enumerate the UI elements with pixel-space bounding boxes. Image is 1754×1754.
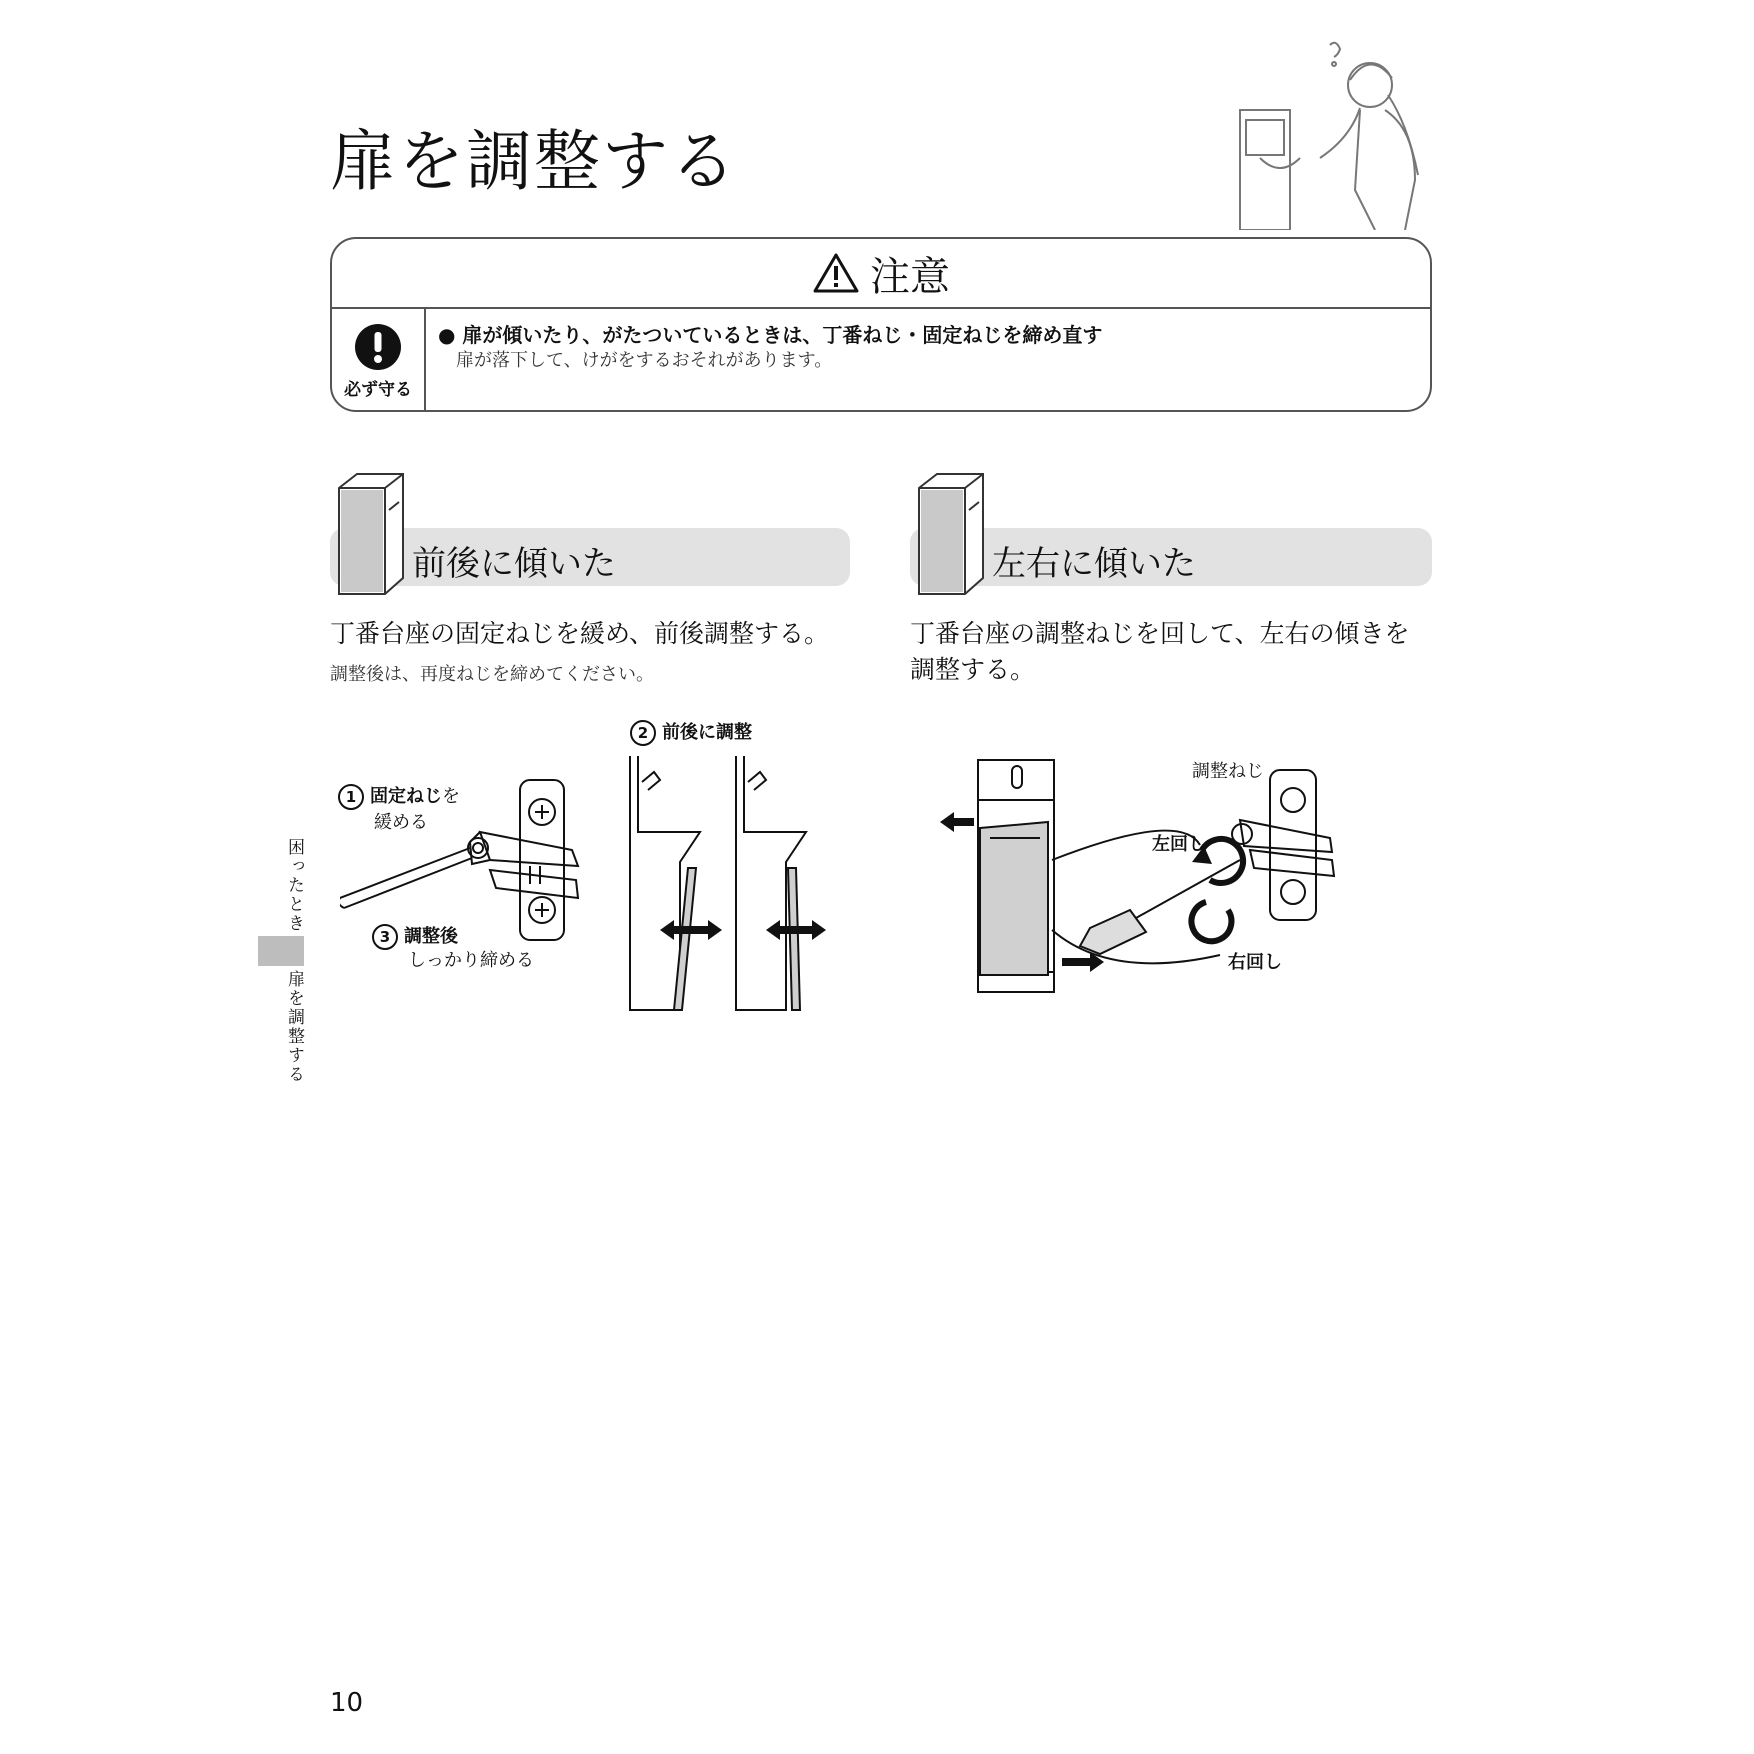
- adjust-screw-label: 調整ねじ: [1192, 761, 1264, 782]
- caution-bullet: ● 扉が傾いたり、がたついているときは、丁番ねじ・固定ねじを締め直す: [438, 323, 1103, 347]
- instruction-front-back: 丁番台座の固定ねじを緩め、前後調整する。: [330, 619, 830, 648]
- page-title: 扉を調整する: [330, 123, 738, 200]
- caution-box: [330, 237, 1432, 412]
- caution-heading: 注意: [870, 253, 950, 300]
- step3-bold: 調整後: [404, 926, 458, 947]
- side-tab-chapter: 困ったとき: [284, 838, 304, 933]
- left-turn-label: 左回し: [1152, 834, 1206, 855]
- page-number: 10: [330, 1688, 364, 1718]
- woman-washbasin-illustration: [1220, 40, 1450, 230]
- section-title-front-back: 前後に傾いた: [412, 544, 616, 584]
- caution-note: 扉が落下して、けがをするおそれがあります。: [456, 350, 833, 371]
- note-front-back: 調整後は、再度ねじを締めてください。: [330, 664, 654, 685]
- front-back-profile-diagram: [620, 752, 840, 1016]
- left-right-adjust-diagram: [940, 750, 1380, 1000]
- caution-header: [332, 239, 1430, 309]
- step2-label: [630, 718, 752, 746]
- step1-line2: 緩める: [374, 812, 428, 833]
- step2-number: 2: [630, 720, 656, 746]
- step1-number: 1: [338, 784, 364, 810]
- exclamation-circle-icon: [354, 323, 402, 371]
- step2-bold: 前後に調整: [662, 722, 752, 743]
- side-tab-section: 扉を調整する: [284, 970, 304, 1084]
- instruction-left-right-line1: 丁番台座の調整ねじを回して、左右の傾きを: [910, 619, 1410, 648]
- step1-bold: 固定ねじ: [370, 786, 442, 807]
- side-tab-marker: [258, 936, 304, 966]
- instruction-left-right-line2: 調整する。: [910, 655, 1036, 684]
- step1-rest: を: [442, 786, 460, 807]
- step3-line2: しっかり締める: [408, 950, 534, 971]
- right-turn-label: 右回し: [1228, 952, 1282, 973]
- step3-number: 3: [372, 924, 398, 950]
- step1-label: [338, 782, 460, 810]
- cabinet-icon: [333, 470, 409, 598]
- section-title-left-right: 左右に傾いた: [992, 544, 1196, 584]
- warning-triangle-icon: [812, 252, 860, 294]
- must-follow-label: 必ず守る: [344, 380, 412, 400]
- cabinet-icon: [913, 470, 989, 598]
- caution-icon-cell: [332, 307, 426, 412]
